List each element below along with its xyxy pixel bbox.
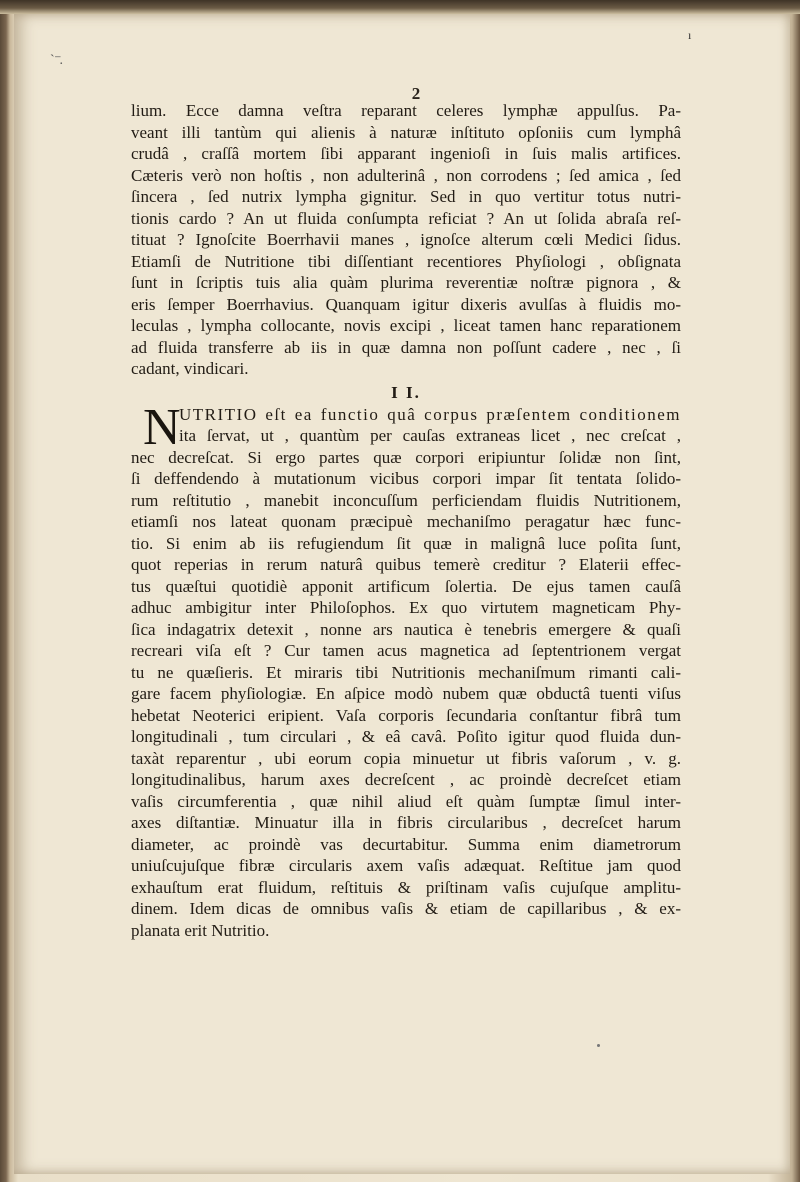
text-line: tionis cardo ? An ut fluida conſumpta reficiat ? An ut ſolida abraſa reſ- xyxy=(131,208,681,228)
text-line: quot reperias in rerum naturâ quibus temerè creditur ? Elaterii effec- xyxy=(131,555,681,574)
text-line: uniuſcujuſque fibræ circularis axem vaſis adæquat. Reſtitue jam quod xyxy=(131,856,681,875)
text-line: tio. Si enim ab iis refugiendum ſit quæ in malignâ luce poſita ſunt, xyxy=(131,533,681,553)
text-line: diameter, ac proindè vas decurtabitur. Summa enim diametrorum xyxy=(131,834,681,854)
drop-cap: N xyxy=(143,398,181,456)
text-line: ſunt in ſcriptis tuis alia quàm plurima reverentiæ noſtræ pignora , & xyxy=(131,273,681,292)
body-text xyxy=(131,100,681,941)
page-number: 2 xyxy=(411,84,421,103)
paragraph-1 xyxy=(131,100,681,380)
text-line: ita ſervat, ut , quantùm per cauſas extraneas licet , nec creſcat , xyxy=(179,426,681,445)
text-line: ſi deffendendo à mutationum vicibus corpori impar ſit tentata ſolido- xyxy=(131,469,681,488)
text-line: axes diſtantiæ. Minuatur illa in fibris circularibus , decreſcet harum xyxy=(131,813,681,832)
text-line: cadant, vindicari. xyxy=(131,359,249,378)
text-line: lium. Ecce damna veſtra reparant celeres lymphæ appulſus. Pa- xyxy=(131,101,681,120)
text-line: Etiamſi de Nutritione tibi diſſentiant recentiores Phyſiologi , obſignata xyxy=(131,251,681,271)
text-line: planata erit Nutritio. xyxy=(131,920,270,940)
text-line: tituat ? Ignoſcite Boerrhavii manes , ignoſce alterum cœli Medici ſidus. xyxy=(131,230,681,249)
text-line: leculas , lympha collocante, novis excipi , liceat tamen hanc reparationem xyxy=(131,316,681,335)
text-line: recreari viſa eſt ? Cur tamen acus magnetica ad ſeptentrionem vergat xyxy=(131,641,681,660)
paragraph-2 xyxy=(131,398,681,942)
text-line: ad fluida transferre ab iis in quæ damna non poſſunt cadere , nec , ſi xyxy=(131,337,681,357)
section-heading: I I. xyxy=(391,382,421,402)
page-top-edge xyxy=(0,0,800,14)
text-line: ſica indagatrix detexit , nonne ars nautica è tenebris emergere & quaſi xyxy=(131,619,681,639)
text-line: tu ne quæſieris. Et miraris tibi Nutritionis mechaniſmum rimanti cali- xyxy=(131,662,681,682)
text-line: eris ſemper Boerrhavius. Quanquam igitur dixeris avulſas à fluidis mo- xyxy=(131,294,681,314)
text-line: longitudinali , tum circulari , & eâ cavâ. Poſito igitur quod fluida dun- xyxy=(131,727,681,746)
text-line: crudâ , craſſâ mortem ſibi apparant ingenioſi in ſuis malis artifices. xyxy=(131,144,681,163)
text-line: UTRITIO eſt ea functio quâ corpus præſentem conditionem xyxy=(179,404,681,424)
ink-smudge: ` ⁻. xyxy=(50,53,62,68)
text-line: exhauſtum erat fluidum, reſtituis & priſtinam vaſis cujuſque amplitu- xyxy=(131,877,681,897)
corner-mark: ı xyxy=(688,28,692,42)
text-line: rum reſtitutio , manebit inconcuſſum perficiendam fluidis Nutritionem, xyxy=(131,490,681,510)
paragraph-2-body xyxy=(131,447,681,942)
text-line: nec decreſcat. Si ergo partes quæ corpori eripiuntur ſolidæ non ſint, xyxy=(131,447,681,467)
text-line: tus quæſtui quotidiè apponit artificum ſolertia. De ejus tamen cauſâ xyxy=(131,576,681,596)
text-line: gare facem phyſiologiæ. En aſpice modò nubem quæ obductâ tuenti viſus xyxy=(131,684,681,703)
text-line: Cæteris verò non hoſtis , non adulterinâ , non corrodens ; ſed amica , ſed xyxy=(131,165,681,185)
text-line: adhuc ambigitur inter Philoſophos. Ex quo virtutem magneticam Phy- xyxy=(131,598,681,617)
text-line: veant illi tantùm qui alienis à naturæ inſtituto opſoniis cum lymphâ xyxy=(131,122,681,142)
text-line: longitudinalibus, harum axes decreſcent , ac proindè decreſcet etiam xyxy=(131,770,681,789)
text-line: vaſis circumferentia , quæ nihil aliud eſt quàm ſumptæ ſimul inter- xyxy=(131,791,681,811)
text-line: dinem. Idem dicas de omnibus vaſis & etiam de capillaribus , & ex- xyxy=(131,899,681,918)
text-line: taxàt reparentur , ubi eorum copia minuetur ut fibris vaſorum , v. g. xyxy=(131,748,681,768)
text-line: hebetat Neoterici eripient. Vaſa corporis ſecundaria conſtantur fibrâ tum xyxy=(131,705,681,725)
text-line: ſincera , ſed nutrix lympha gignitur. Sed in quo vertitur totus nutri- xyxy=(131,187,681,206)
ink-dot xyxy=(597,1044,600,1047)
text-line: etiamſi nos lateat quonam præcipuè mechaniſmo peragatur hæc func- xyxy=(131,512,681,531)
